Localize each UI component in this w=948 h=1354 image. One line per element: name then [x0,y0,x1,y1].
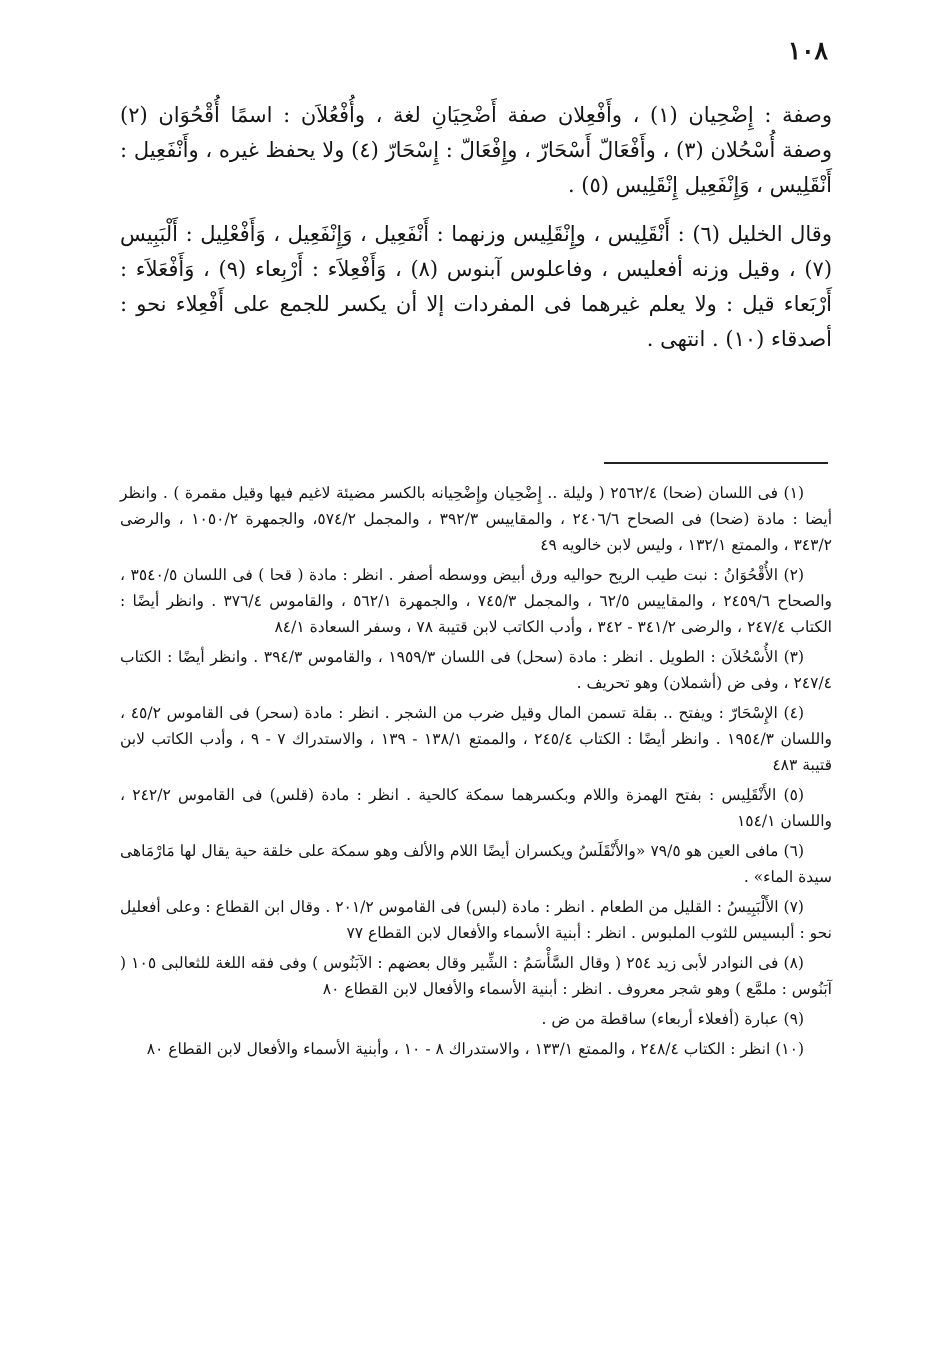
footnote-6: (٦) مافى العين هو ٧٩/٥ «والأَنْقَلَسُ ويكسران أيضًا اللام والألف وهو سمكة على خلقة حية يقال لها مَارْمَاهى سيدة الماء» . [120,842,832,886]
footnote-8: (٨) فى النوادر لأبى زيد ٢٥٤ ( وقال السَّأْسَمُ : الشِّير وقال بعضهم : الآبَنُوس ) وفى فقه اللغة للثعالبى ١٠٥ ( آبَنُوس : ملمَّع ) وهو شجر معروف . انظر : أبنية الأسماء والأفعال لابن القطاع ٨٠ [120,954,832,998]
main-paragraph-2: وقال الخليل (٦) : أَنْقَلِيس ، وإِنْقَلِيس وزنهما : أَنْفَعِيل ، وَإِنْفَعِيل ، وَأَفْعْلِيل : أَلْبَبِيس (٧) ، وقيل وزنه أفعليس ، وفاعلوس آبنوس (٨) ، وَأَفْعِلاَء : أَرْبِعاء (٩) ، وَأَفْعَلاَء : أَرْبَعاء قيل : ولا يعلم غيرهما فى المفردات إلا أن يكسر للجمع على أَفْعِلاء نحو : أصدقاء (١٠) . انتهى . [120,222,833,351]
footnote-3: (٣) الأُسْحُلاَن : الطويل . انظر : مادة (سحل) فى اللسان ١٩٥٩/٣ ، والقاموس ٣٩٤/٣ . وانظر أيضًا : الكتاب ٢٤٧/٤ ، وفى ض (أشملان) وهو تحريف . [120,648,832,692]
main-paragraph-1: وصفة : إِضْحِيان (١) ، وأَفْعِلان صفة أَضْحِيَانِ لغة ، وأُفْعُلاَن : اسمًا أُقْحُوَان (٢) وصفة أُسْحُلان (٣) ، وأَفْعَالّ أَسْحَارّ ، وإِفْعَالّ : إِسْحَارّ (٤) ولا يحفظ غيره ، وأَنْفَعِيل : أَنْقَلِيس ، وَإِنْفَعِيل إِنْقَلِيس (٥) . [120,103,832,197]
footnote-separator [604,462,828,464]
page-number: ١٠٨ [787,36,828,65]
document-page [120,0,832,1354]
footnote-1: (١) فى اللسان (ضحا) ٢٥٦٢/٤ ( وليلة .. إِضْحِيان وإِضْحِيانه بالكسر مضيئة لاغيم فيها وقيل مقمرة ) . وانظر أيضا : مادة (ضحا) فى الصحاح ٢٤٠٦/٦ ، والمقاييس ٣٩٢/٣ ، والمجمل ٥٧٤/٢، والجمهرة ١٠٥٠/٢ ، والرضى ٣٤٣/٢ ، والممتع ١٣٢/١ ، وليس لابن خالويه ٤٩ [120,484,833,554]
footnote-5: (٥) الأَنْقَلِيس : بفتح الهمزة واللام وبكسرهما سمكة كالحية . انظر : مادة (قلس) فى القاموس ٢٤٢/٢ ، واللسان ١٥٤/١ [120,786,832,830]
footnote-7: (٧) الأَلْبَبِيسُ : القليل من الطعام . انظر : مادة (لبس) فى القاموس ٢٠١/٢ . وقال ابن القطاع : وعلى أفعليل نحو : ألبسيس للثوب الملبوس . انظر : أبنية الأسماء والأفعال لابن القطاع ٧٧ [120,898,832,942]
footnote-4: (٤) الإِسْحَارّ : ويفتح .. بقلة تسمن المال وقيل ضرب من الشجر . انظر : مادة (سحر) فى القاموس ٤٥/٢ ، واللسان ١٩٥٤/٣ . وانظر أيضًا : الكتاب ٢٤٥/٤ ، والممتع ١٣٨/١ - ١٣٩ ، والاستدراك ٧ - ٩ ، وأدب الكاتب لابن قتيبة ٤٨٣ [120,704,833,774]
footnote-9: (٩) عبارة (أفعلاء أربعاء) ساقطة من ض . [541,1010,804,1028]
main-text [120,98,832,357]
footnote-2: (٢) الأُقْحُوَانُ : نبت طيب الريح حواليه ورق أبيض ووسطه أصفر . انظر : مادة ( قحا ) فى اللسان ٣٥٤٠/٥ ، والصحاح ٢٤٥٩/٦ ، والمقاييس ٦٢/٥ ، والمجمل ٧٤٥/٣ ، والجمهرة ٥٦٢/١ ، والقاموس ٣٧٦/٤ . وانظر أيضًا : الكتاب ٢٤٧/٤ ، والرضى ٣٤١/٢ - ٣٤٢ ، وأدب الكاتب لابن قتيبة ٧٨ ، وسفر السعادة ٨٤/١ [120,566,833,636]
footnote-10: (١٠) انظر : الكتاب ٢٤٨/٤ ، والممتع ١٣٣/١ ، والاستدراك ٨ - ١٠ ، وأبنية الأسماء والأفعال لابن القطاع ٨٠ [146,1040,804,1058]
footnotes [120,480,832,1066]
